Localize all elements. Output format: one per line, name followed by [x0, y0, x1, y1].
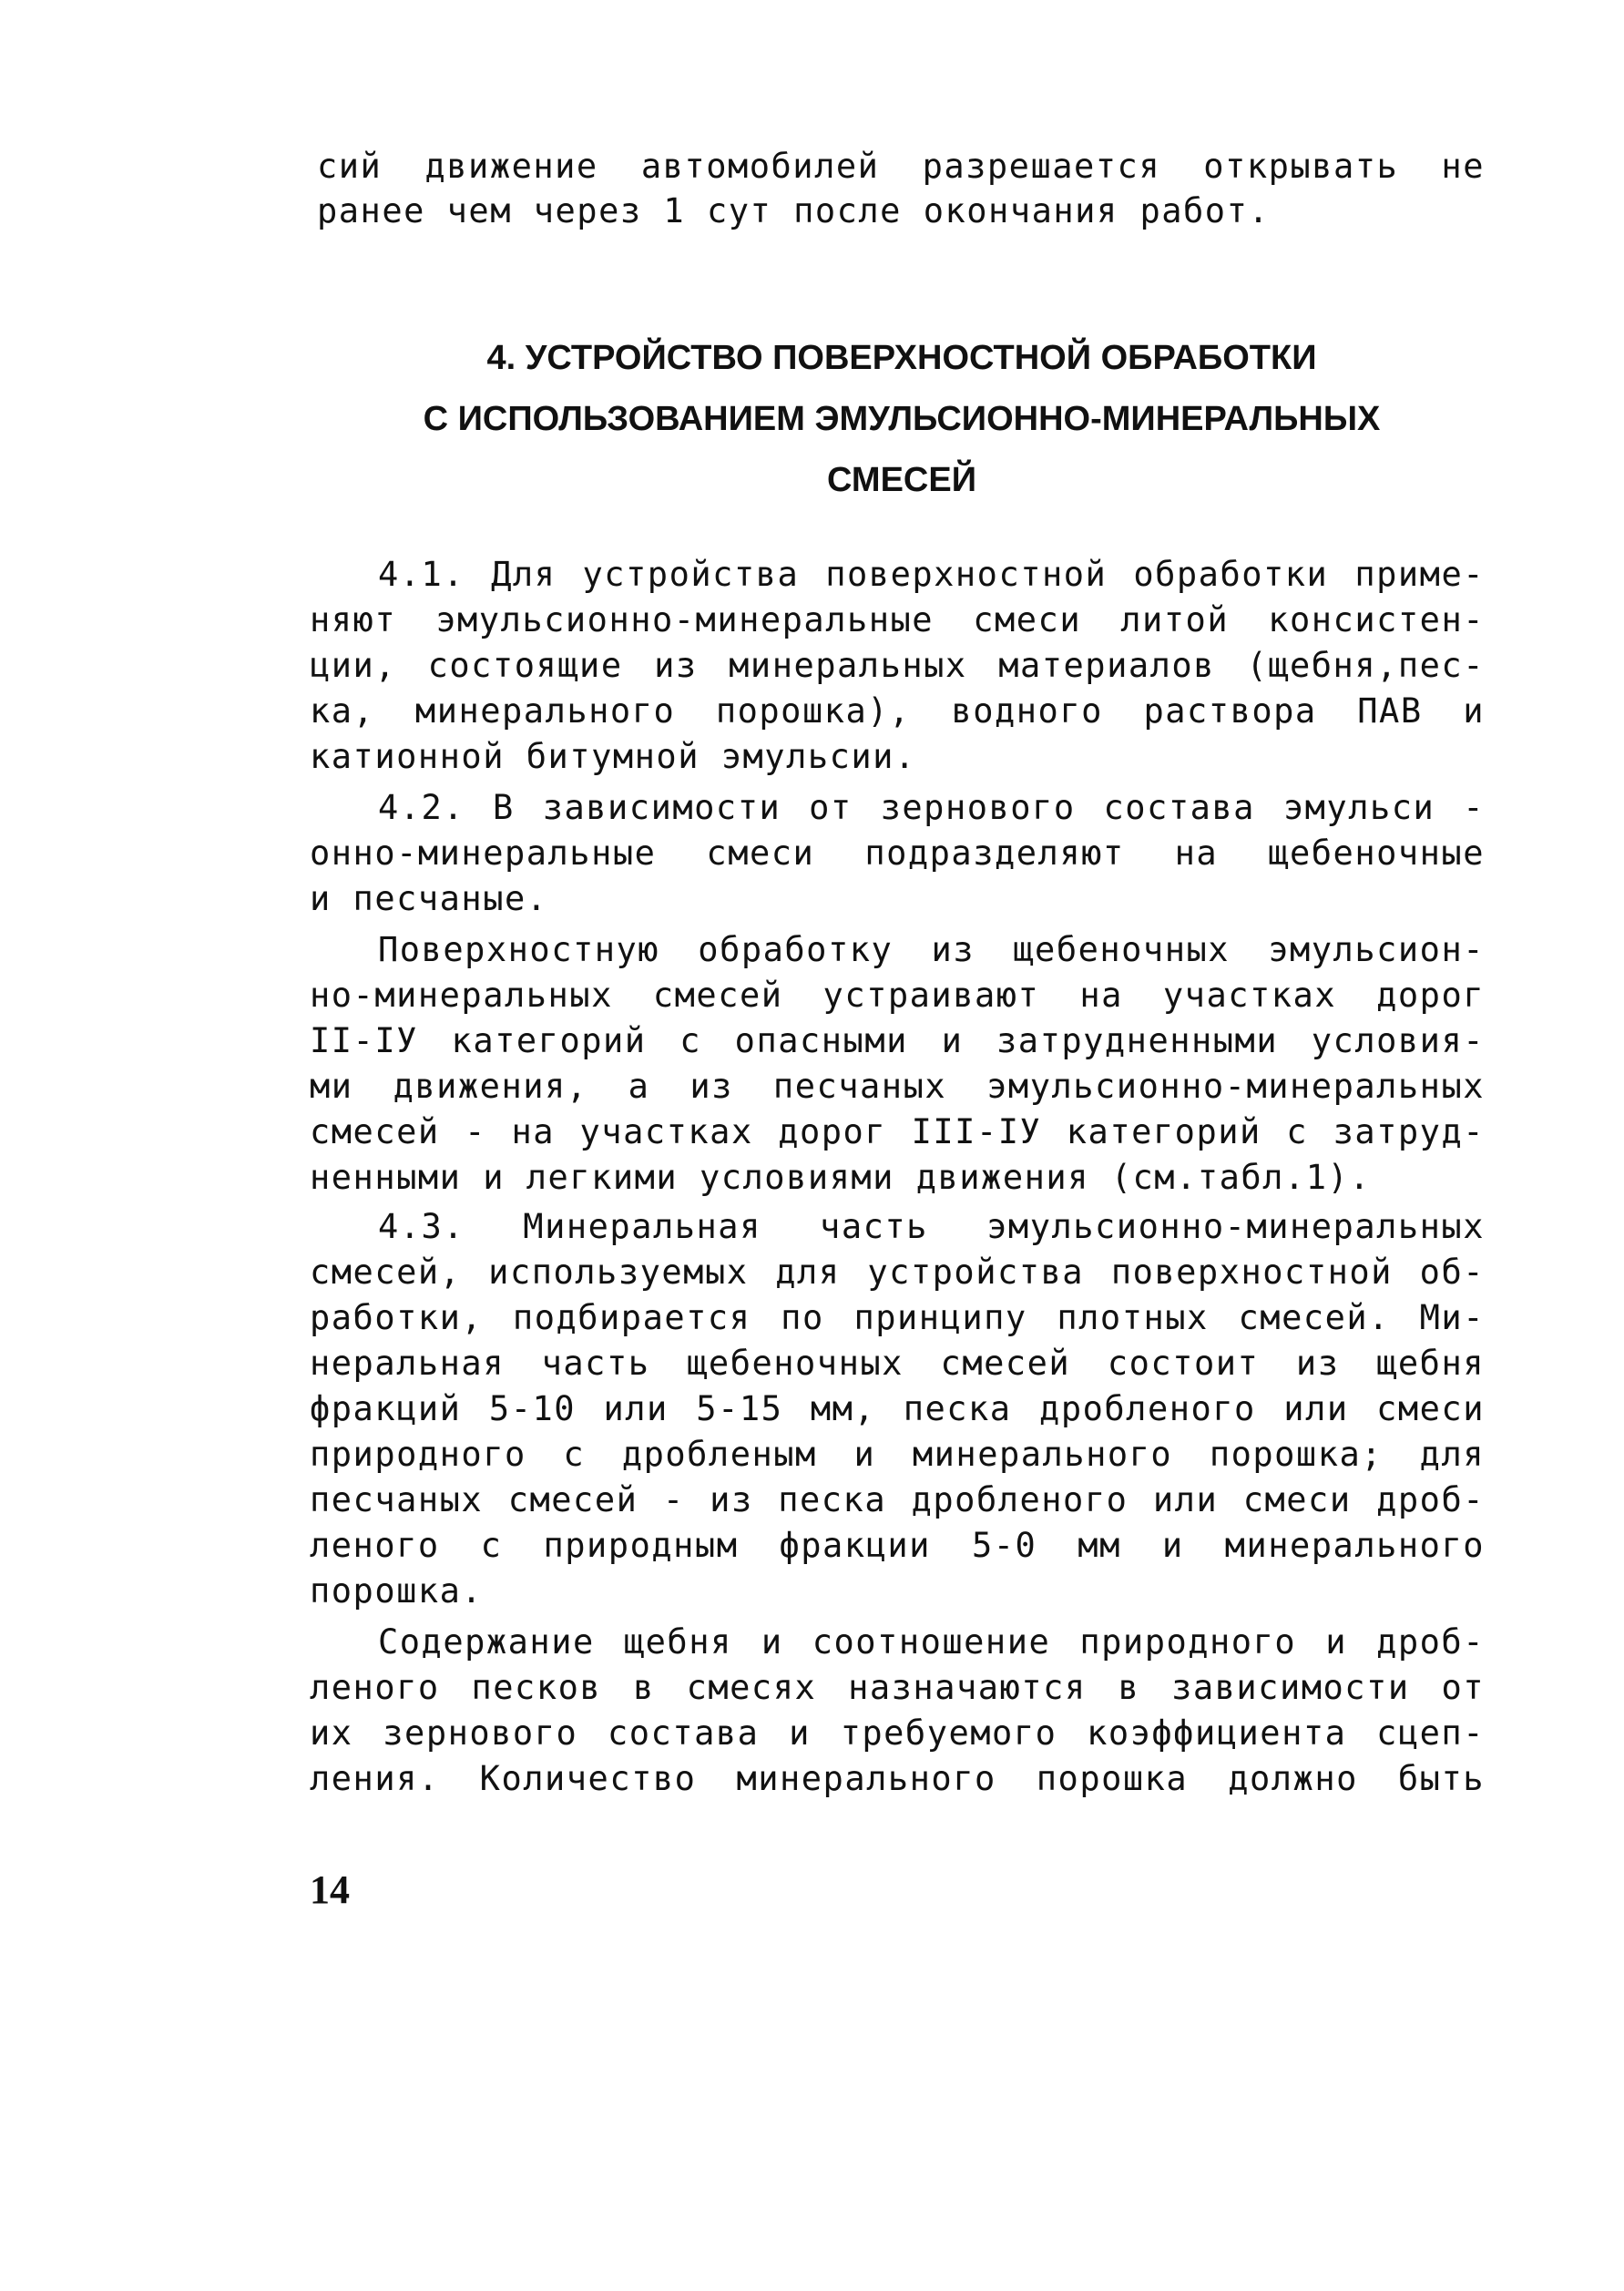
text-line: ранее чем через 1 сут после окончания работ. [317, 191, 1271, 230]
section-heading-line-2: С ИСПОЛЬЗОВАНИЕМ ЭМУЛЬСИОННО-МИНЕРАЛЬНЫХ [423, 400, 1381, 438]
paragraph-4-3-line: работки, подбирается по принципу плотных смесей. Ми- [310, 1298, 1485, 1337]
paragraph-4-1-line: ции, состоящие из минеральных материалов (щебня,пес- [310, 646, 1485, 685]
paragraph-4-2b-line: Поверхностную обработку из щебеночных эмульсион- [378, 930, 1485, 969]
section-heading-line-1: 4. УСТРОЙСТВО ПОВЕРХНОСТНОЙ ОБРАБОТКИ [486, 339, 1317, 377]
paragraph-4-1-line: катионной битумной эмульсии. [310, 737, 916, 776]
paragraph-4-3b-line: Содержание щебня и соотношение природного и дроб- [378, 1622, 1485, 1662]
paragraph-4-1-line: няют эмульсионно-минеральные смеси литой консистен- [310, 600, 1485, 639]
paragraph-4-3b-line: их зернового состава и требуемого коэффициента сцеп- [310, 1713, 1485, 1753]
paragraph-4-3b-line: ления. Количество минерального порошка должно быть [310, 1759, 1485, 1798]
paragraph-4-3b-line: леного песков в смесях назначаются в зависимости от [310, 1668, 1485, 1707]
paragraph-4-3-line: леного с природным фракции 5-0 мм и минерального [310, 1526, 1485, 1565]
paragraph-4-2b-line: смесей - на участках дорог III-IУ категорий с затруд- [310, 1112, 1485, 1151]
paragraph-4-2-line: 4.2. В зависимости от зернового состава эмульси - [378, 788, 1485, 827]
text-line: сий движение автомобилей разрешается открывать не [317, 147, 1485, 186]
paragraph-4-2b-line: но-минеральных смесей устраивают на участках дорог [310, 976, 1485, 1015]
paragraph-4-3-line: песчаных смесей - из песка дробленого или смеси дроб- [310, 1480, 1485, 1519]
paragraph-4-3-line: неральная часть щебеночных смесей состоит из щебня [310, 1344, 1485, 1383]
paragraph-4-3-line: природного с дробленым и минерального порошка; для [310, 1435, 1485, 1474]
paragraph-4-1-line: 4.1. Для устройства поверхностной обработки приме- [378, 555, 1485, 594]
paragraph-4-2b-line: ми движения, а из песчаных эмульсионно-минеральных [310, 1067, 1485, 1106]
paragraph-4-3-line: 4.3. Минеральная часть эмульсионно-минеральных [378, 1207, 1485, 1246]
paragraph-4-2b-line: II-IУ категорий с опасными и затрудненными условия- [310, 1021, 1485, 1060]
paragraph-4-2-line: онно-минеральные смеси подразделяют на щебеночные [310, 834, 1485, 873]
page-number: 14 [310, 1867, 350, 1912]
section-heading-line-3: СМЕСЕЙ [826, 461, 977, 499]
paragraph-4-1-line: ка, минерального порошка), водного раствора ПАВ и [310, 691, 1485, 731]
paragraph-4-3-line: смесей, используемых для устройства поверхностной об- [310, 1253, 1485, 1292]
paragraph-4-2b-line: ненными и легкими условиями движения (см.табл.1). [310, 1158, 1372, 1197]
paragraph-4-3-line: фракций 5-10 или 5-15 мм, песка дробленого или смеси [310, 1389, 1485, 1428]
paragraph-4-2-line: и песчаные. [310, 879, 548, 918]
paragraph-4-3-line: порошка. [310, 1571, 484, 1611]
